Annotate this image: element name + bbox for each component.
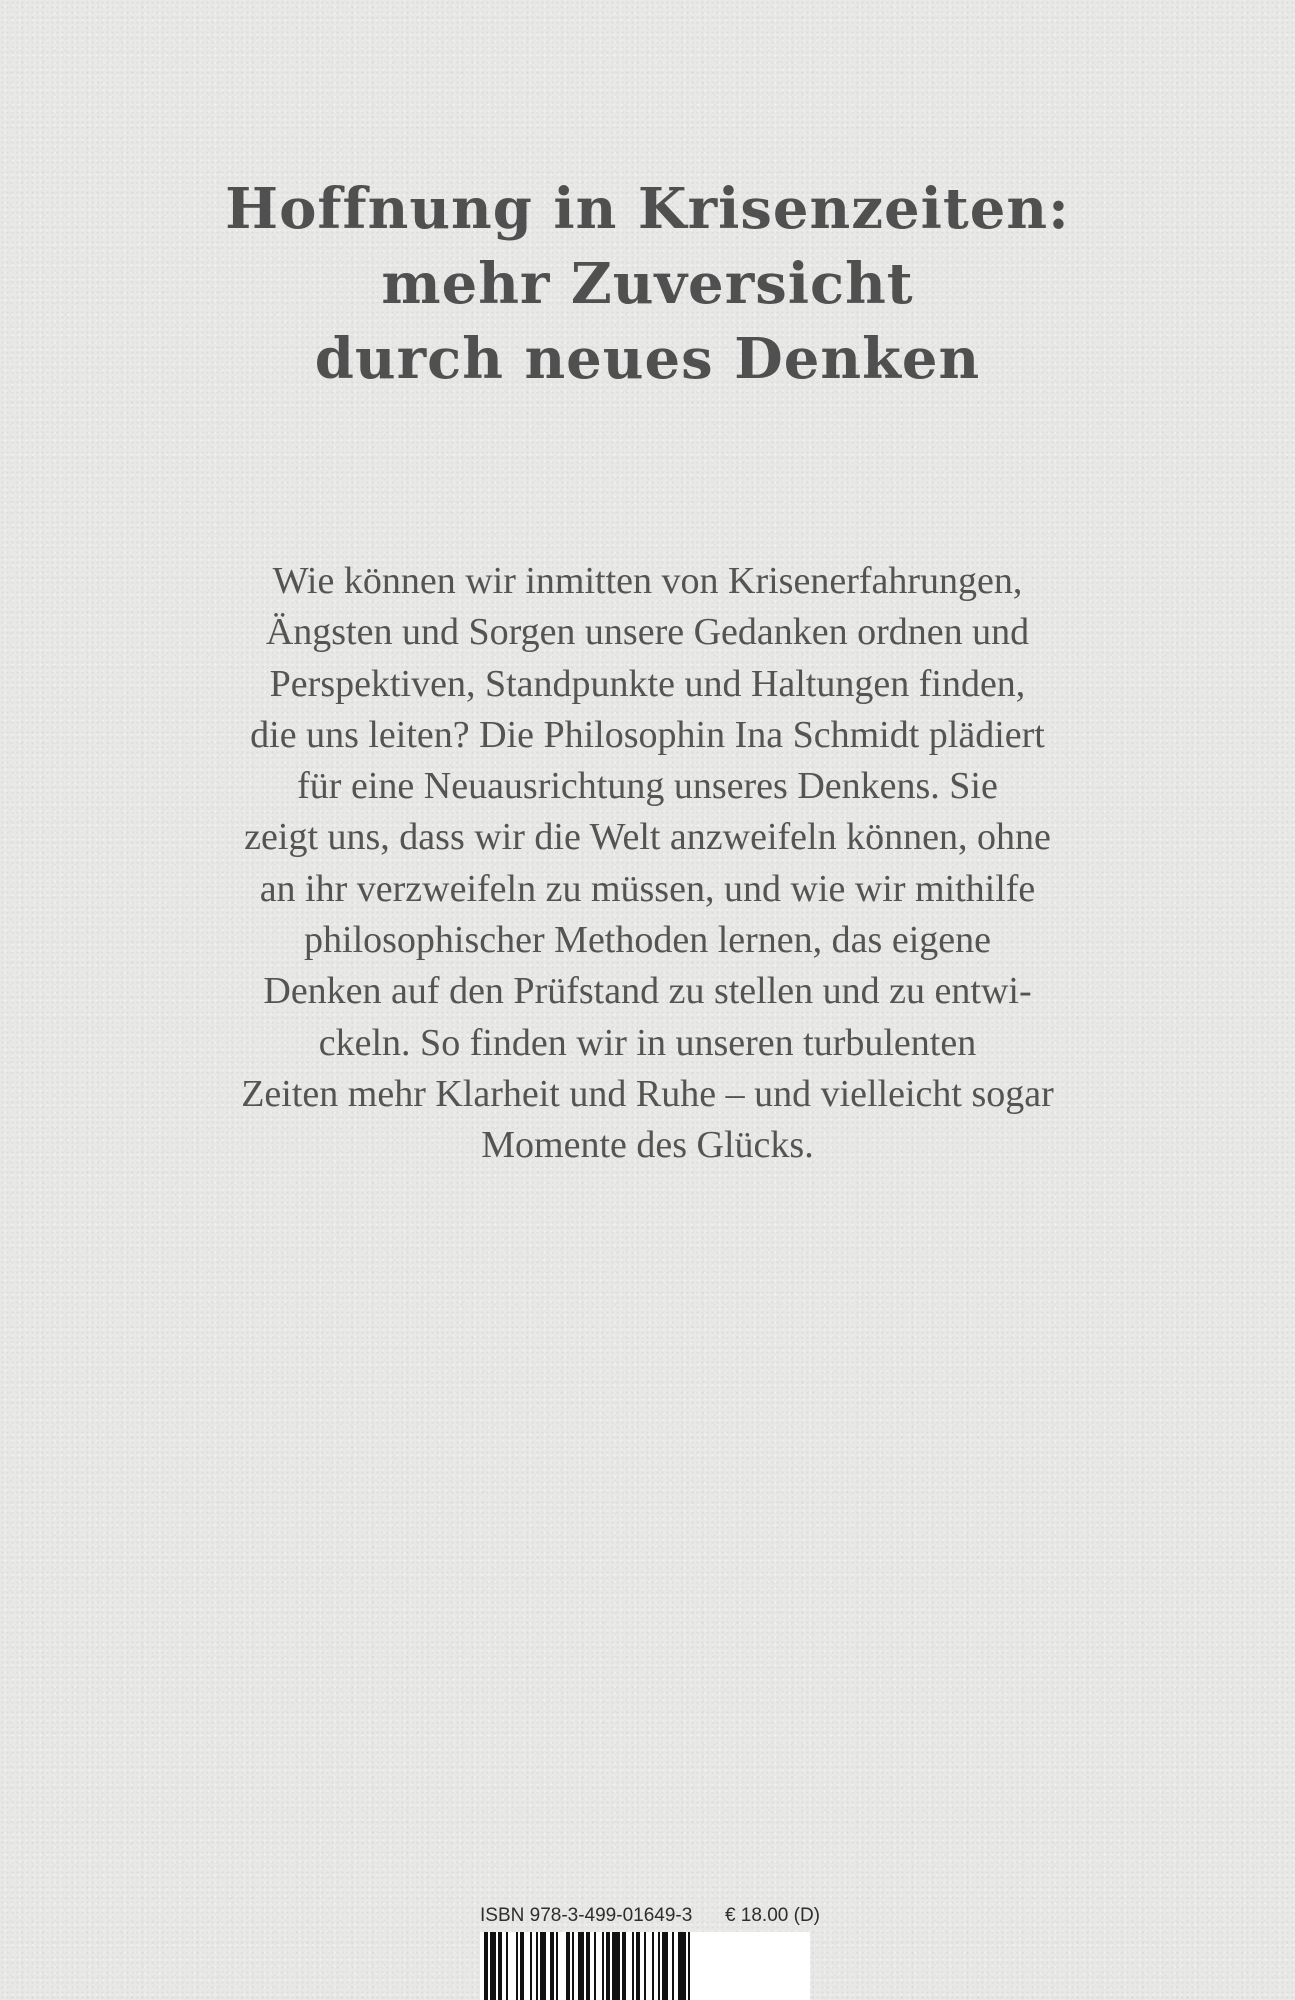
blurb-line: philosophischer Methoden lernen, das eigene <box>304 919 991 962</box>
barcode-bar <box>484 1932 488 2000</box>
barcode-bar <box>688 1932 690 2000</box>
blurb-line: Ängsten und Sorgen unsere Gedanken ordnen und <box>265 611 1030 654</box>
barcode-bar <box>550 1932 554 2000</box>
barcode-graphic <box>480 1932 810 2000</box>
barcode-bar <box>612 1932 620 2000</box>
barcode-bar <box>506 1932 508 2000</box>
barcode-bar <box>516 1932 518 2000</box>
barcode-bar <box>672 1932 674 2000</box>
barcode-bar <box>490 1932 496 2000</box>
blurb-line: zeigt uns, dass wir die Welt anzweifeln können, ohne <box>244 816 1051 859</box>
barcode-bar <box>594 1932 596 2000</box>
blurb-line: Denken auf den Prüfstand zu stellen und zu entwi- <box>263 970 1032 1013</box>
blurb-line: Momente des Glücks. <box>481 1124 814 1167</box>
barcode-bar <box>540 1932 546 2000</box>
barcode-bar <box>622 1932 626 2000</box>
barcode-bar <box>566 1932 570 2000</box>
headline-line: Hoffnung in Krisenzeiten: <box>225 176 1070 242</box>
barcode-bar <box>578 1932 584 2000</box>
barcode-bar <box>498 1932 502 2000</box>
isbn-label: ISBN 978-3-499-01649-3 <box>480 1905 693 1926</box>
barcode <box>480 1932 810 2000</box>
price-label: € 18.00 (D) <box>724 1905 820 1926</box>
blurb-line: für eine Neuausrichtung unseres Denkens. Sie <box>297 765 998 808</box>
barcode-bar <box>556 1932 558 2000</box>
blurb-text <box>160 556 1135 1172</box>
isbn-price-row <box>480 1904 820 1928</box>
barcode-bar <box>536 1932 538 2000</box>
barcode-bar <box>662 1932 668 2000</box>
barcode-bar <box>652 1932 654 2000</box>
headline <box>0 172 1295 397</box>
headline-line: mehr Zuversicht <box>381 251 914 317</box>
barcode-bar <box>678 1932 686 2000</box>
barcode-bar <box>636 1932 640 2000</box>
blurb-line: Perspektiven, Standpunkte und Haltungen finden, <box>269 662 1026 705</box>
headline-line: durch neues Denken <box>314 326 981 392</box>
barcode-bar <box>572 1932 574 2000</box>
blurb-line: Wie können wir inmitten von Krisenerfahrungen, <box>272 560 1023 602</box>
barcode-bar <box>586 1932 590 2000</box>
barcode-bar <box>644 1932 646 2000</box>
barcode-bar <box>520 1932 524 2000</box>
barcode-bar <box>602 1932 604 2000</box>
barcode-bar <box>658 1932 660 2000</box>
barcode-bar <box>606 1932 610 2000</box>
blurb-line: Zeiten mehr Klarheit und Ruhe – und vielleicht sogar <box>241 1072 1054 1115</box>
barcode-bar <box>632 1932 634 2000</box>
barcode-bar <box>530 1932 532 2000</box>
blurb-line: die uns leiten? Die Philosophin Ina Schmidt plädiert <box>250 713 1045 756</box>
blurb-line: an ihr verzweifeln zu müssen, und wie wir mithilfe <box>259 867 1036 910</box>
blurb-line: ckeln. So finden wir in unseren turbulenten <box>318 1021 977 1064</box>
